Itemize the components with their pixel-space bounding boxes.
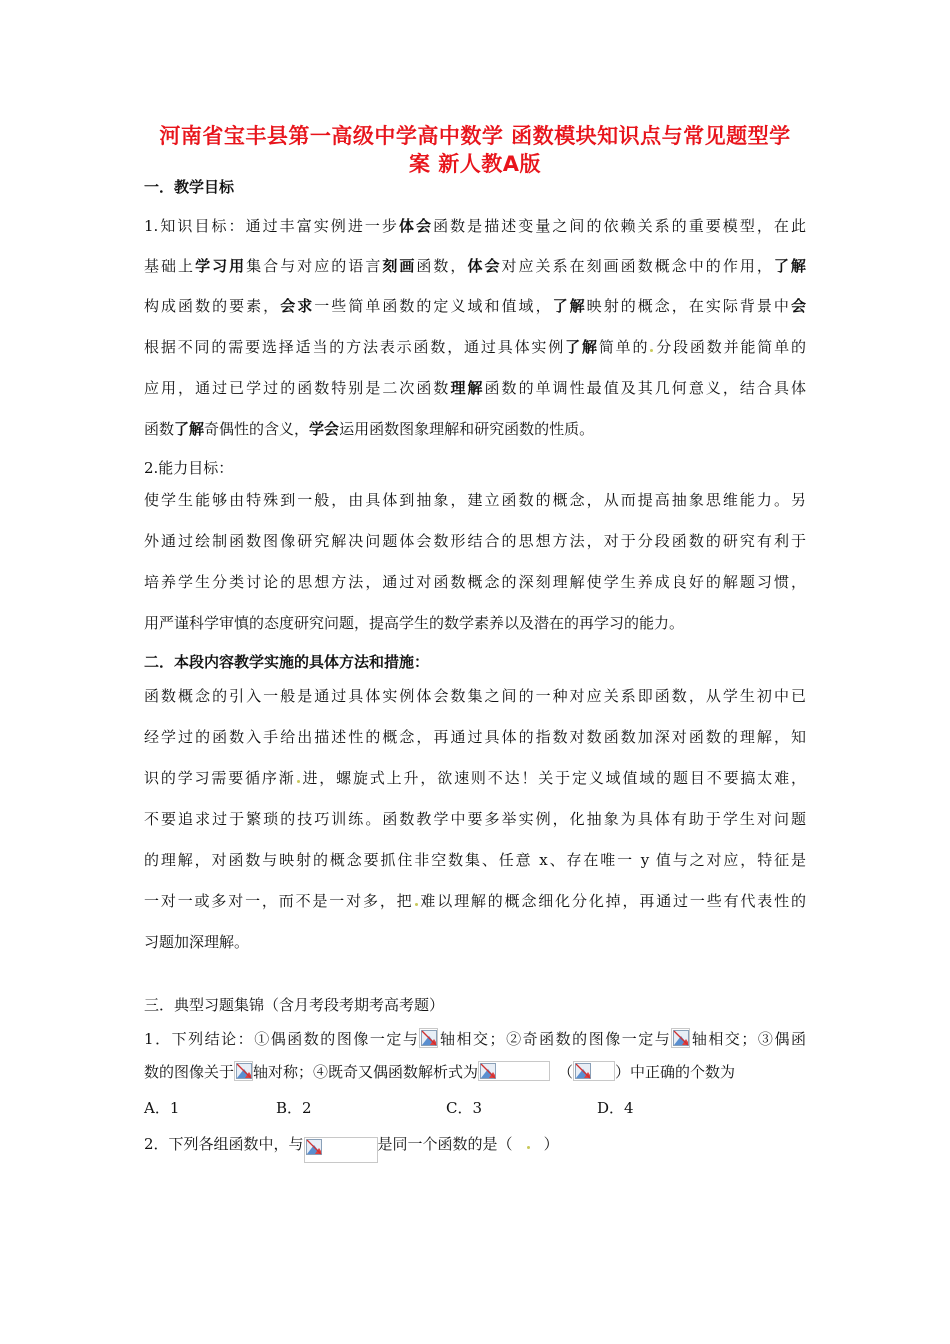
method-line-1: 函数概念的引入一般是通过具体实例体会数集之间的一种对应关系即函数，从学生初中已: [144, 687, 806, 705]
method-line-4: 不要追求过于繁琐的技巧训练。函数教学中要多举实例，化抽象为具体有助于学生对问题: [144, 810, 806, 828]
section-1-heading: 一．教学目标: [144, 178, 235, 196]
question-1-line-2: 数的图像关于 轴对称；④既奇又偶函数解析式为 （ ）中正确的个数为: [144, 1063, 736, 1081]
method-line-2: 经学过的函数入手给出描述性的概念，再通过具体的指数对数函数加深对函数的理解，知: [144, 728, 806, 746]
scan-dot: [650, 349, 653, 352]
objective-line-3: 构成函数的要素，会求一些简单函数的定义域和值域，了解映射的概念，在实际背景中会: [144, 297, 806, 315]
option-d: D．4: [597, 1099, 634, 1117]
option-b: B．2: [276, 1099, 312, 1117]
question-2-line: 2．下列各组函数中，与 是同一个函数的是（ ）: [144, 1134, 806, 1163]
ability-line-4: 用严谨科学审慎的态度研究问题，提高学生的数学素养以及潜在的再学习的能力。: [144, 614, 685, 632]
option-a: A．1: [144, 1099, 180, 1117]
objective-line-5: 应用，通过已学过的函数特别是二次函数理解函数的单调性最值及其几何意义，结合具体: [144, 379, 806, 397]
formula-image-icon: [419, 1028, 438, 1048]
document-title: [140, 122, 810, 178]
formula-image-icon: [304, 1137, 378, 1163]
method-line-6: 一对一或多对一，而不是一对多，把 难以理解的概念细化分化掉，再通过一些有代表性的: [144, 892, 806, 910]
scan-dot: [297, 780, 300, 783]
objective-line-6: 函数了解奇偶性的含义，学会运用函数图象理解和研究函数的性质。: [144, 420, 595, 438]
ability-line-1: 使学生能够由特殊到一般，由具体到抽象，建立函数的概念，从而提高抽象思维能力。另: [144, 491, 806, 509]
section-3-heading: 三．典型习题集锦（含月考段考期考高考题）: [144, 996, 445, 1014]
method-line-3: 识的学习需要循序渐 进，螺旋式上升，欲速则不达！关于定义域值域的题目不要搞太难，: [144, 769, 806, 787]
formula-image-icon: [671, 1028, 690, 1048]
formula-image-icon: [478, 1061, 550, 1081]
formula-image-icon: [573, 1061, 615, 1081]
method-line-5: 的理解，对函数与映射的概念要抓住非空数集、任意 x、存在唯一 y 值与之对应，特征是: [144, 851, 806, 869]
objective-line-1: 1.知识目标：通过丰富实例进一步体会函数是描述变量之间的依赖关系的重要模型，在此: [144, 217, 806, 235]
objective-line-2: 基础上学习用集合与对应的语言刻画函数，体会对应关系在刻画函数概念中的作用，了解: [144, 257, 806, 275]
option-c: C．3: [446, 1099, 483, 1117]
question-1-line-1: 1．下列结论：①偶函数的图像一定与 轴相交；②奇函数的图像一定与 轴相交；③偶函: [144, 1030, 806, 1048]
title-line-1: 河南省宝丰县第一高级中学高中数学 函数模块知识点与常见题型学: [159, 124, 791, 148]
method-line-7: 习题加深理解。: [144, 933, 250, 951]
scan-dot: [527, 1146, 530, 1149]
title-line-2: 案 新人教A版: [408, 152, 542, 176]
scan-dot: [415, 903, 418, 906]
ability-line-3: 培养学生分类讨论的思想方法，通过对函数概念的深刻理解使学生养成良好的解题习惯，: [144, 573, 806, 591]
ability-label: 2.能力目标：: [144, 459, 234, 477]
ability-line-2: 外通过绘制函数图像研究解决问题体会数形结合的思想方法，对于分段函数的研究有利于: [144, 532, 806, 550]
formula-image-icon: [234, 1061, 253, 1081]
objective-line-4: 根据不同的需要选择适当的方法表示函数，通过具体实例了解简单的 分段函数并能简单的: [144, 338, 806, 356]
section-2-heading: 二．本段内容教学实施的具体方法和措施：: [144, 653, 430, 671]
